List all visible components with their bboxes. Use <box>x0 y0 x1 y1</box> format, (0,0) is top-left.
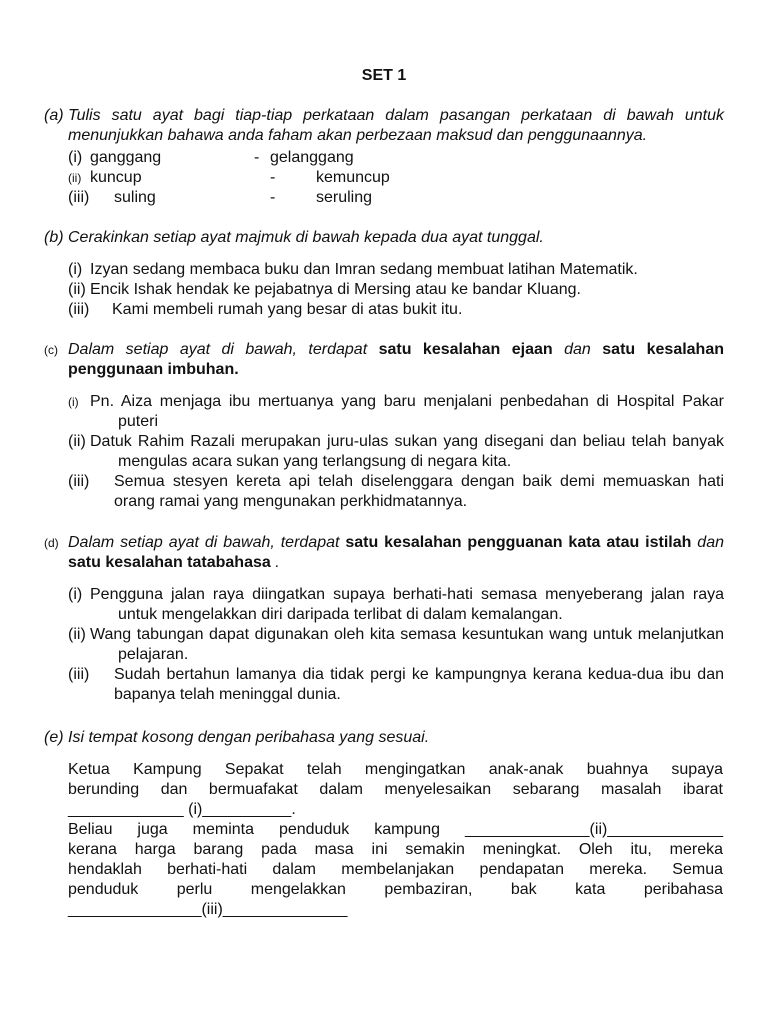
instruction-text: . <box>270 554 280 571</box>
section-d-instruction <box>68 533 724 573</box>
item-text-body: Pengguna jalan raya diingatkan supaya berhati-hati semasa menyeberang jalan raya untuk mengelakkan diri daripada terlibat di dalam kemalangan. <box>90 586 724 623</box>
section-b-instruction: Cerakinkan setiap ayat majmuk di bawah kepada dua ayat tunggal. <box>68 229 544 246</box>
instruction-emphasis: satu kesalahan penggunaan imbuhan. <box>68 341 725 378</box>
item-text <box>90 392 724 432</box>
pair-word-2: gelanggang <box>270 149 354 166</box>
item-text-body: Pn. Aiza menjaga ibu mertuanya yang baru menjalani penbedahan di Hospital Pakar puteri <box>90 393 724 430</box>
item-text <box>90 625 724 665</box>
pair-word-2: seruling <box>316 189 373 206</box>
item-text: Semua stesyen kereta api telah diselenggara dengan baik demi memuaskan hati orang ramai yang mengunakan perkhidmatannya. <box>114 473 724 510</box>
item-number: (i) <box>68 395 79 409</box>
instruction-emphasis: satu kesalahan ejaan <box>378 341 553 358</box>
page-title: SET 1 <box>361 67 407 84</box>
pair-word-1: suling <box>114 189 156 206</box>
passage-line: _______________(iii)______________ <box>68 901 348 918</box>
section-d-label: (d) <box>44 536 59 550</box>
section-e <box>44 728 724 758</box>
instruction-emphasis: satu kesalahan tatabahasa <box>68 554 271 571</box>
item-number: (iii) <box>68 666 90 683</box>
item-number: (i) <box>68 261 83 278</box>
section-b <box>44 228 724 320</box>
section-a <box>44 106 724 210</box>
section-e-label: (e) <box>44 729 64 746</box>
instruction-text: Dalam setiap ayat di bawah, terdapat <box>68 534 346 551</box>
item-text-body: Datuk Rahim Razali merupakan juru-ulas sukan yang disegani dan beliau telah banyak mengulas acara sukan yang terlangsung di negara kita. <box>90 433 724 470</box>
section-d <box>44 533 724 713</box>
item-text: Sudah bertahun lamanya dia tidak pergi ke kampungnya kerana kedua-dua ibu dan bapanya telah meninggal dunia. <box>114 666 724 703</box>
item-text <box>90 432 724 472</box>
pair-dash: - <box>254 149 260 166</box>
instruction-text: dan <box>552 341 603 358</box>
passage-line: kerana harga barang pada masa ini semakin meningkat. Oleh itu, mereka <box>68 841 723 858</box>
item-number: (ii) <box>68 626 86 643</box>
instruction-text: Dalam setiap ayat di bawah, terdapat <box>68 341 379 358</box>
instruction-text: dan <box>691 534 725 551</box>
pair-word-2: kemuncup <box>316 169 390 186</box>
item-text: Encik Ishak hendak ke pejabatnya di Mersing atau ke bandar Kluang. <box>90 281 581 298</box>
passage-line: _____________ (i)__________. <box>68 801 296 818</box>
item-number: (ii) <box>68 281 86 298</box>
pair-dash: - <box>270 189 276 206</box>
passage-line: berunding dan bermuafakat dalam menyelesaikan sebarang masalah ibarat <box>68 781 723 798</box>
pair-number: (ii) <box>68 171 82 185</box>
passage-line: penduduk perlu mengelakkan pembaziran, bak kata peribahasa <box>68 881 723 898</box>
section-c-label: (c) <box>44 343 58 357</box>
section-a-label: (a) <box>44 107 64 124</box>
pair-number: (i) <box>68 149 83 166</box>
section-c-instruction <box>68 340 724 380</box>
instruction-emphasis: satu kesalahan pengguanan kata atau istilah <box>345 534 692 551</box>
pair-word-1: kuncup <box>90 169 142 186</box>
item-text <box>90 585 724 625</box>
section-b-label: (b) <box>44 229 64 246</box>
pair-dash: - <box>270 169 276 186</box>
passage-line: Beliau juga meminta penduduk kampung ______________(ii)_____________ <box>68 821 723 838</box>
item-number: (i) <box>68 586 83 603</box>
item-text-body: Wang tabungan dapat digunakan oleh kita semasa kesuntukan wang untuk melanjutkan pelajaran. <box>90 626 724 663</box>
section-a-instruction: Tulis satu ayat bagi tiap-tiap perkataan dalam pasangan perkataan di bawah untuk menunjukkan bahawa anda faham akan perbezaan maksud dan penggunaannya. <box>68 107 724 144</box>
section-e-instruction: Isi tempat kosong dengan peribahasa yang sesuai. <box>68 729 430 746</box>
item-text: Izyan sedang membaca buku dan Imran sedang membuat latihan Matematik. <box>90 261 638 278</box>
item-text: Kami membeli rumah yang besar di atas bukit itu. <box>112 301 463 318</box>
item-number: (iii) <box>68 473 90 490</box>
item-number: (iii) <box>68 301 90 318</box>
section-c <box>44 340 724 520</box>
pair-word-1: ganggang <box>90 149 162 166</box>
pair-number: (iii) <box>68 189 90 206</box>
passage-line: Ketua Kampung Sepakat telah mengingatkan anak-anak buahnya supaya <box>68 761 723 778</box>
passage-line: hendaklah berhati-hati dalam membelanjakan pendapatan mereka. Semua <box>68 861 723 878</box>
item-number: (ii) <box>68 433 86 450</box>
